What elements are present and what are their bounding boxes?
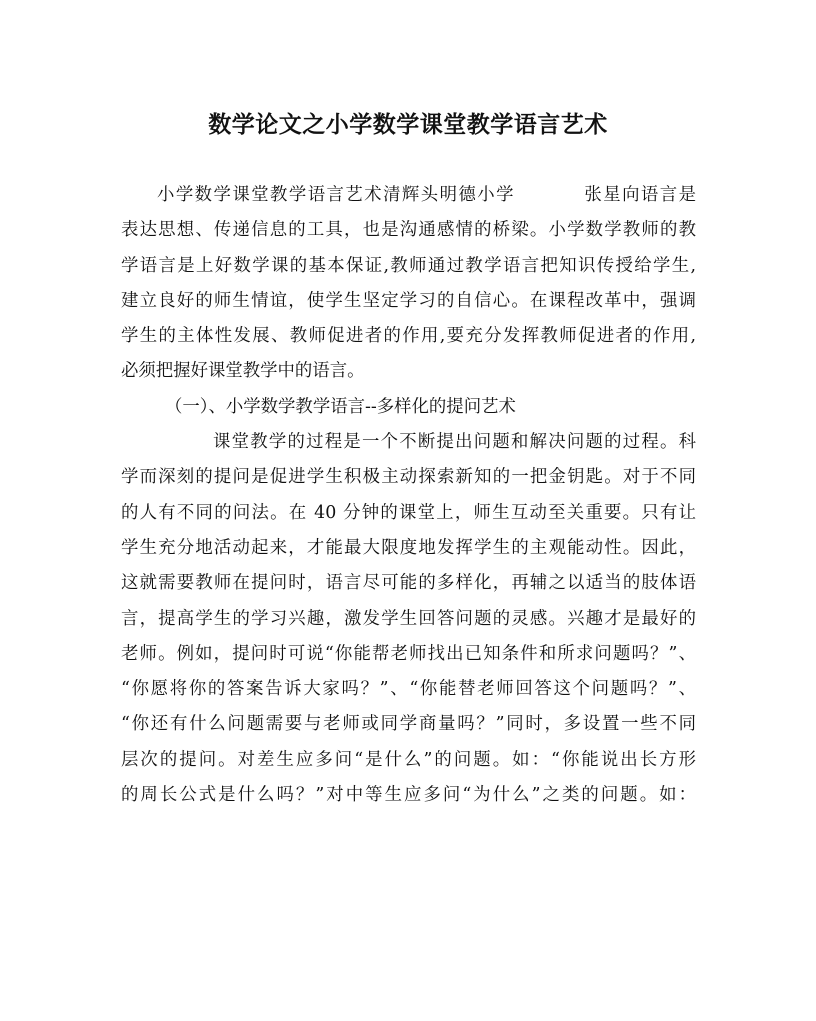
paragraph-line: 必须把握好课堂教学中的语言。	[121, 361, 365, 382]
paragraph-line: 这就需要教师在提问时，语言尽可能的多样化，再辅之以适当的肢体语	[121, 573, 696, 594]
paragraph-line: 的人有不同的问法。在 40 分钟的课堂上，师生互动至关重要。只有让	[121, 502, 696, 523]
author-text: 张星向语言是	[582, 185, 696, 205]
section-heading: （一）、小学数学教学语言--多样化的提问艺术	[165, 396, 516, 417]
paragraph-lead: 小学数学课堂教学语言艺术清辉头明德小学	[157, 185, 515, 205]
paragraph-line: 建立良好的师生情谊，使学生坚定学习的自信心。在课程改革中，强调	[121, 290, 696, 311]
paragraph-line: 学语言是上好数学课的基本保证,教师通过教学语言把知识传授给学生,	[121, 255, 696, 276]
paragraph-line: 的周长公式是什么吗？”对中等生应多问“为什么”之类的问题。如：	[121, 785, 696, 806]
paragraph-line: 学而深刻的提问是促进学生积极主动探索新知的一把金钥匙。对于不同	[121, 467, 696, 488]
document-title: 数学论文之小学数学课堂教学语言艺术	[208, 111, 608, 138]
paragraph-line	[121, 178, 696, 213]
paragraph-line: “你愿将你的答案告诉大家吗？”、“你能替老师回答这个问题吗？”、	[121, 679, 696, 700]
paragraph-line: 层次的提问。对差生应多问“是什么”的问题。如：“你能说出长方形	[121, 749, 696, 770]
paragraph-line: 学生充分地活动起来，才能最大限度地发挥学生的主观能动性。因此，	[121, 537, 696, 558]
document-body	[121, 178, 696, 813]
paragraph-line: 言，提高学生的学习兴趣，激发学生回答问题的灵感。兴趣才是最好的	[121, 608, 696, 629]
paragraph-line: 老师。例如，提问时可说“你能帮老师找出已知条件和所求问题吗？”、	[121, 643, 696, 664]
paragraph-line: 课堂教学的过程是一个不断提出问题和解决问题的过程。科	[213, 432, 696, 453]
paragraph-line: “你还有什么问题需要与老师或同学商量吗？”同时，多设置一些不同	[121, 714, 696, 735]
paragraph-line: 表达思想、传递信息的工具，也是沟通感情的桥梁。小学数学教师的教	[121, 220, 696, 241]
paragraph-line: 学生的主体性发展、教师促进者的作用,要充分发挥教师促进者的作用,	[121, 326, 696, 347]
